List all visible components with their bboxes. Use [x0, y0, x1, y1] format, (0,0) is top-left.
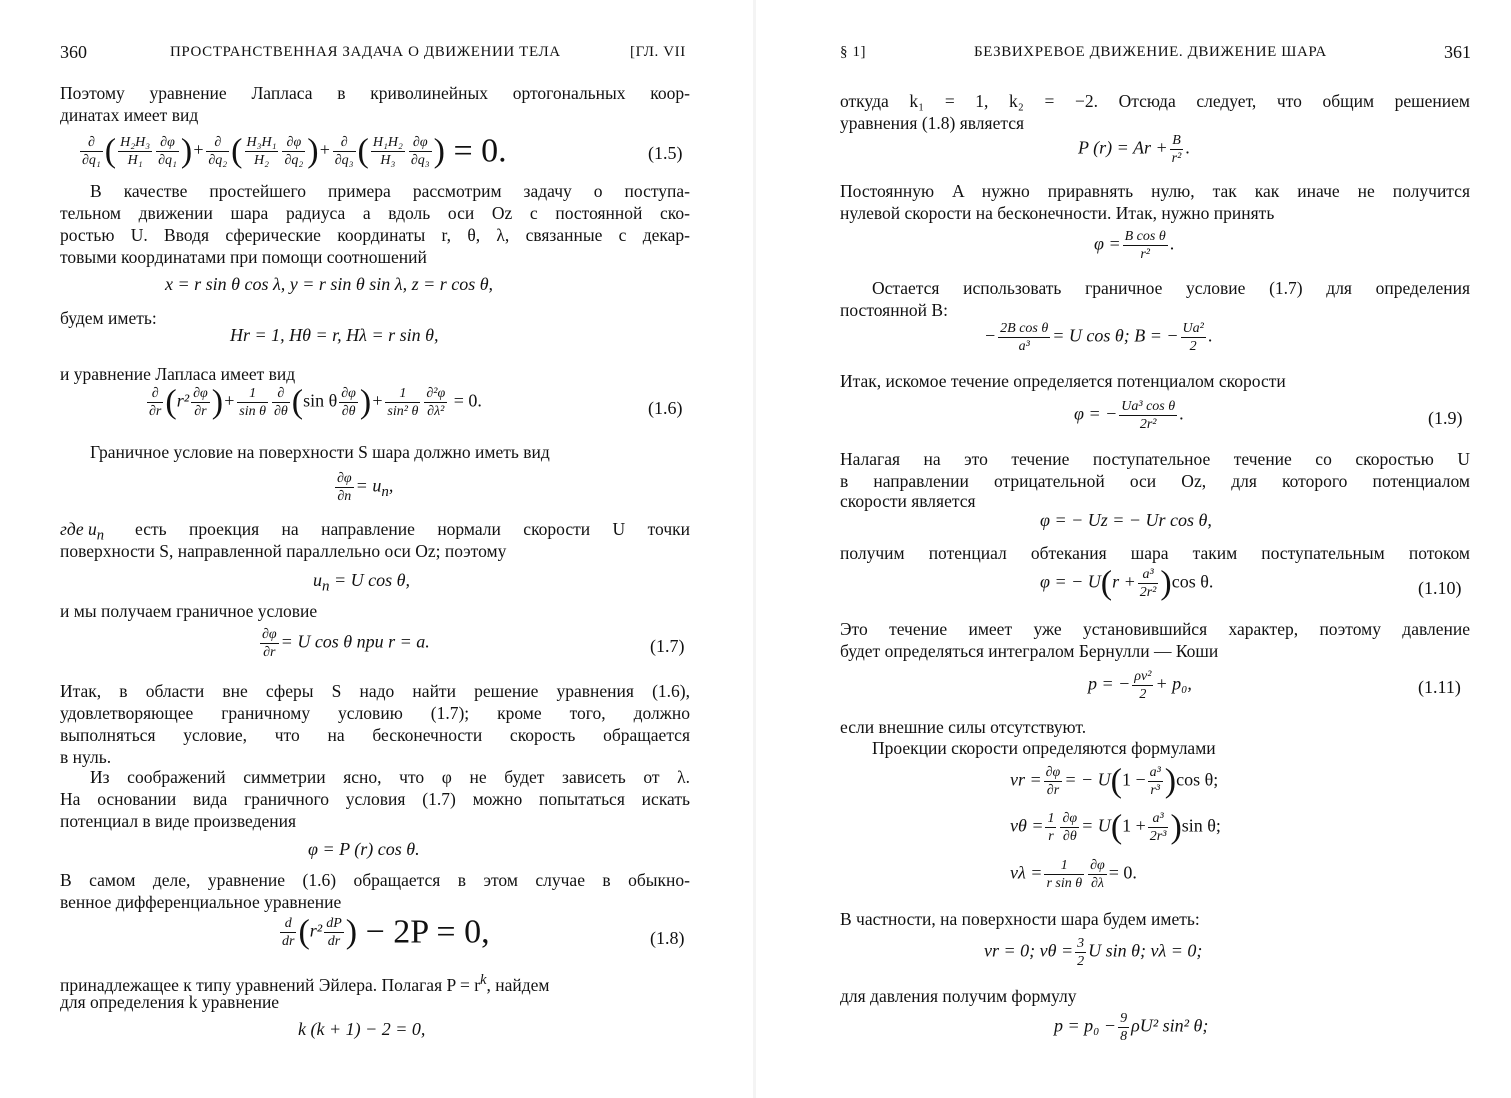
- running-head: БЕЗВИХРЕВОЕ ДВИЖЕНИЕ. ДВИЖЕНИЕ ШАРА: [974, 44, 1327, 60]
- right-page: [756, 0, 1511, 1098]
- equation-bc: $\frac{\partial\varphi}{\partial n}$ = $u_n$,: [337, 471, 394, 504]
- equation-number: (1.8): [650, 928, 685, 948]
- text-line: получим потенциал обтекания шара таким поступательным потоком: [840, 543, 1470, 563]
- text-line: В частности, на поверхности шара будем иметь:: [840, 909, 1200, 929]
- equation-vtheta: vθ = $\frac{1}{r}$ $\frac{\partial\varphi}{\partial\theta}$ = U(1 + $\frac{\text{a³}}{\text{2r³}}$ )sin θ;: [1010, 808, 1221, 846]
- text-line: Граничное условие на поверхности S шара должно иметь вид: [90, 442, 550, 462]
- equation-1-8: $\frac{d}{dr}$ (r² $\frac{dP}{dr}$ ) − 2P = 0,: [282, 913, 490, 951]
- text-line: тельном движении шара радиуса a вдоль оси Oz с постоянной ско-: [60, 203, 690, 223]
- text-line: для определения k уравнение: [60, 992, 280, 1012]
- text-line: Остается использовать граничное условие (1.7) для определения: [872, 278, 1470, 298]
- text-line: В самом деле, уравнение (1.6) обращается в этом случае в обыкно-: [60, 870, 690, 890]
- equation-1-11: p = − $\frac{\text{ρv²}}{2}$ + p₀,: [1088, 669, 1192, 702]
- text-line: принадлежащее к типу уравнений Эйлера. Полагая $P = r^k$, найдем: [60, 972, 550, 995]
- equation-1-9: φ = − $\frac{\text{Ua³ cos θ}}{\text{2r²}}$ .: [1074, 399, 1184, 432]
- page-number: 360: [60, 42, 87, 62]
- text-line: Итак, искомое течение определяется потенциалом скорости: [840, 371, 1286, 391]
- text-line: в нуль.: [60, 747, 112, 767]
- text-line: В качестве простейшего примера рассмотрим задачу о поступа-: [90, 181, 690, 201]
- text-line: и мы получаем граничное условие: [60, 601, 318, 621]
- equation-lame: Hr = 1, Hθ = r, Hλ = r sin θ,: [230, 325, 439, 345]
- equation-1-7: $\frac{\partial\varphi}{\partial r}$ = U cos θ при r = a.: [262, 627, 430, 660]
- text-line: выполняться условие, что на бесконечности скорость обращается: [60, 725, 690, 745]
- text-line: товыми координатами при помощи соотношений: [60, 247, 427, 267]
- text-line: Из соображений симметрии ясно, что φ не будет зависеть от λ.: [90, 767, 690, 787]
- equation-number: (1.6): [648, 398, 683, 418]
- equation-pressure: p = p₀ − $\frac{9}{8}$ ρU² sin² θ;: [1054, 1011, 1209, 1044]
- equation-number: (1.10): [1418, 578, 1462, 598]
- text-line: потенциал в виде произведения: [60, 811, 297, 831]
- equation-number: (1.11): [1418, 677, 1461, 697]
- equation-trial: φ = P (r) cos θ.: [308, 839, 420, 859]
- text-line: На основании вида граничного условия (1.7) можно попытаться искать: [60, 789, 690, 809]
- text-line: откуда k₁ = 1, k₂ = −2. Отсюда следует, что общим решением: [840, 91, 1470, 111]
- text-line: венное дифференциальное уравнение: [60, 892, 342, 912]
- text-line: Налагая на это течение поступательное течение со скоростью U: [840, 449, 1470, 469]
- text-line: удовлетворяющее граничному условию (1.7); кроме того, должно: [60, 703, 690, 723]
- text-line: если внешние силы отсутствуют.: [840, 717, 1087, 737]
- equation-phi-B: φ = $\frac{\text{B cos θ}}{\text{r²}}$ .: [1094, 229, 1175, 262]
- text-line: постоянной B:: [840, 300, 948, 320]
- text-line: Проекции скорости определяются формулами: [872, 738, 1216, 758]
- text-line: где $u_n$: [60, 519, 105, 544]
- text-line: скорости является: [840, 491, 976, 511]
- equation-number: (1.9): [1428, 408, 1463, 428]
- text-line: для давления получим формулу: [840, 986, 1077, 1006]
- equation-number: (1.5): [648, 143, 683, 163]
- equation-coordinates: x = r sin θ cos λ, y = r sin θ sin λ, z = r cos θ,: [165, 274, 494, 294]
- equation-un: $u_n = U$ cos θ,: [313, 570, 410, 595]
- left-page: [0, 0, 755, 1098]
- equation-vr: vr = $\frac{\partial\varphi}{\partial r}$ = − U(1 − $\frac{\text{a³}}{\text{r³}}$ )cos θ;: [1010, 762, 1219, 800]
- equation-uniform-flow: φ = − Uz = − Ur cos θ,: [1040, 510, 1212, 530]
- equation-surface-velocity: vr = 0; vθ = $\frac{3}{2}$ U sin θ; vλ = 0;: [984, 936, 1203, 969]
- equation-1-5: $\frac{\partial}{\text{∂q₁}}$ ( $\frac{\text{H₂H₃}}{\text{H₁}}$ $\frac{\partial\varphi}{\text{∂q₁}}$ )+ $\frac{\partial}{\text{∂q₂}}$ ( $\frac{\text{H₃H₁}}{\text{H₂}}$ $\frac{\partial\varphi}{\text{∂q₂}}$ )+ $\frac{\partial}{\text{∂q₃}}$ ( $\frac{\text{H₁H₂}}{\text{H₃}}$ $\frac{\partial\varphi}{\text{∂q₃}}$ ) = 0.: [82, 132, 507, 170]
- equation-1-10: φ = − U(r + $\frac{\text{a³}}{\text{2r²}}$ )cos θ.: [1040, 564, 1214, 602]
- equation-number: (1.7): [650, 636, 685, 656]
- chapter-ref: [ГЛ. VII: [630, 44, 686, 60]
- text-line: Это течение имеет уже установившийся характер, поэтому давление: [840, 619, 1470, 639]
- equation-1-6: $\frac{\partial}{\partial r}$ (r² $\frac{\partial\varphi}{\partial r}$ )+ $\frac{1}{\text{sin θ}}$ $\frac{\partial}{\partial\theta}$ (sin θ $\frac{\partial\varphi}{\partial\theta}$ )+ $\frac{1}{\text{sin² θ}}$ $\frac{\text{∂²φ}}{\text{∂λ²}}$ = 0.: [149, 383, 482, 421]
- text-line: будем иметь:: [60, 308, 157, 328]
- equation-vlambda: vλ = $\frac{1}{\text{r sin θ}}$ $\frac{\partial\varphi}{\partial\lambda}$ = 0.: [1010, 858, 1137, 891]
- text-line: есть проекция на направление нормали скорости U точки: [135, 519, 690, 539]
- text-line: динатах имеет вид: [60, 105, 199, 125]
- text-line: уравнения (1.8) является: [840, 113, 1025, 133]
- text-line: Поэтому уравнение Лапласа в криволинейных ортогональных коор-: [60, 83, 690, 103]
- equation-characteristic: k (k + 1) − 2 = 0,: [298, 1019, 426, 1039]
- text-line: Итак, в области вне сферы S надо найти решение уравнения (1.6),: [60, 681, 690, 701]
- text-line: Постоянную A нужно приравнять нулю, так как иначе не получится: [840, 181, 1470, 201]
- text-line: и уравнение Лапласа имеет вид: [60, 364, 296, 384]
- text-line: поверхности S, направленной параллельно оси Oz; поэтому: [60, 541, 507, 561]
- text-line: нулевой скорости на бесконечности. Итак, нужно принять: [840, 203, 1275, 223]
- section-ref: § 1]: [840, 44, 867, 60]
- running-head: ПРОСТРАНСТВЕННАЯ ЗАДАЧА О ДВИЖЕНИИ ТЕЛА: [170, 44, 561, 60]
- page-number: 361: [1444, 42, 1471, 62]
- text-line: в направлении отрицательной оси Oz, для которого потенциалом: [840, 471, 1470, 491]
- text-line: ростью U. Вводя сферические координаты r, θ, λ, связанные с декар-: [60, 225, 690, 245]
- equation-bc-B: − $\frac{\text{2B cos θ}}{\text{a³}}$ = U cos θ; B = − $\frac{\text{Ua²}}{2}$ .: [984, 321, 1213, 354]
- text-line: будет определяться интегралом Бернулли — Коши: [840, 641, 1219, 661]
- equation-general-solution: P (r) = Ar + $\frac{B}{\text{r²}}$ .: [1078, 133, 1190, 166]
